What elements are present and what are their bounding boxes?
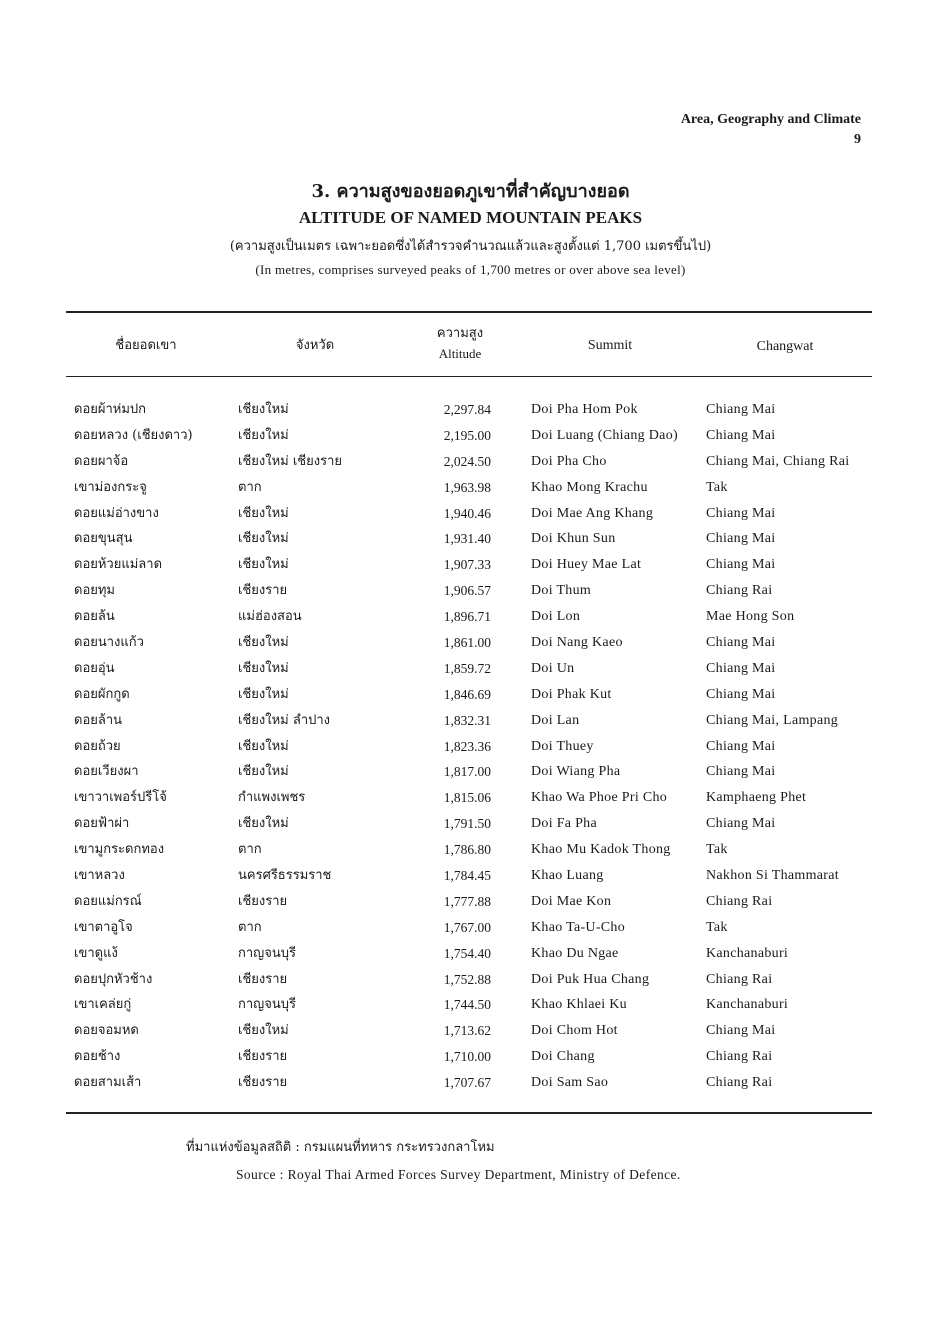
source-thai: ที่มาแห่งข้อมูลสถิติ : กรมแผนที่ทหาร กระทรวงกลาโหม: [186, 1140, 495, 1155]
summit-name: Doi Khun Sun: [531, 531, 616, 547]
table-row: [0, 527, 941, 553]
province-thai: เชียงใหม่ ลำปาง: [238, 712, 331, 728]
province-thai: เชียงราย: [238, 1075, 288, 1091]
summit-name: Doi Mae Ang Khang: [531, 505, 654, 521]
table-header: [0, 322, 941, 372]
title-block: [0, 178, 941, 280]
changwat-name: Chiang Rai: [706, 1049, 773, 1065]
changwat-name: Chiang Rai: [706, 1075, 773, 1091]
peak-name-thai: ดอยฟ้าผ่า: [74, 816, 130, 832]
province-thai: เชียงใหม่ เชียงราย: [238, 453, 342, 469]
summit-name: Khao Khlaei Ku: [531, 997, 627, 1013]
table-title-english: ALTITUDE OF NAMED MOUNTAIN PEAKS: [298, 208, 643, 227]
peak-name-thai: เขาม่องกระจู: [74, 479, 147, 495]
peak-name-thai: ดอยแม่กรณ์: [74, 893, 142, 909]
summit-name: Doi Pha Hom Pok: [531, 402, 638, 417]
peak-name-thai: ดอยจอมหด: [74, 1023, 139, 1039]
changwat-name: Tak: [706, 479, 728, 495]
changwat-name: Chiang Mai: [706, 505, 776, 521]
summit-name: Doi Un: [531, 660, 575, 676]
altitude-value: 1,859.72: [443, 660, 491, 676]
page-number: 9: [854, 132, 861, 147]
table-row: [0, 502, 941, 528]
table-row: [0, 683, 941, 709]
changwat-name: Chiang Mai: [706, 764, 776, 780]
changwat-name: Chiang Rai: [706, 893, 773, 909]
summit-name: Doi Lan: [531, 712, 580, 728]
header-changwat: Changwat: [756, 339, 814, 354]
table-row: [0, 605, 941, 631]
province-thai: ตาก: [238, 479, 262, 495]
altitude-value: 1,906.57: [443, 583, 491, 599]
header-name-thai: ชื่อยอดเขา: [115, 338, 177, 353]
province-thai: เชียงใหม่: [238, 505, 289, 521]
table-row: [0, 760, 941, 786]
header-province-thai: จังหวัด: [295, 338, 335, 353]
altitude-value: 1,907.33: [443, 557, 491, 573]
peak-name-thai: เขาตาอูโจ: [74, 919, 133, 935]
peak-name-thai: ดอยล้าน: [74, 712, 123, 728]
summit-name: Doi Chang: [531, 1049, 595, 1065]
province-thai: เชียงใหม่: [238, 816, 289, 832]
table-row: [0, 657, 941, 683]
province-thai: แม่ฮ่องสอน: [238, 609, 302, 625]
peak-name-thai: ดอยอุ่น: [74, 660, 115, 676]
altitude-value: 1,767.00: [443, 919, 491, 935]
summit-name: Khao Ta-U-Cho: [531, 919, 626, 935]
summit-name: Khao Wa Phoe Pri Cho: [531, 790, 668, 806]
province-thai: เชียงใหม่: [238, 738, 289, 754]
table-row: [0, 942, 941, 968]
peak-name-thai: เขาดูแง้: [74, 945, 118, 961]
table-row: [0, 579, 941, 605]
table-row: [0, 916, 941, 942]
changwat-name: Tak: [706, 919, 728, 935]
altitude-value: 1,931.40: [443, 531, 491, 547]
province-thai: เชียงใหม่: [238, 557, 289, 573]
table-row: [0, 631, 941, 657]
table-row: [0, 553, 941, 579]
header-altitude-english: Altitude: [438, 346, 482, 361]
altitude-value: 1,940.46: [443, 505, 491, 521]
table-row: [0, 993, 941, 1019]
peak-name-thai: ดอยหลวง (เชียงดาว): [74, 427, 193, 443]
altitude-value: 1,846.69: [443, 686, 491, 702]
summit-name: Doi Huey Mae Lat: [531, 557, 642, 573]
province-thai: เชียงใหม่: [238, 1023, 289, 1039]
province-thai: นครศรีธรรมราช: [238, 868, 332, 884]
altitude-value: 1,784.45: [443, 868, 491, 884]
changwat-name: Chiang Mai: [706, 1023, 776, 1039]
table-row: [0, 812, 941, 838]
altitude-value: 2,195.00: [443, 427, 491, 443]
unit-note-english: (In metres, comprises surveyed peaks of 1,700 metres or over above sea level): [255, 262, 686, 277]
changwat-name: Chiang Rai: [706, 583, 773, 599]
summit-name: Doi Thum: [531, 583, 592, 599]
summit-name: Doi Phak Kut: [531, 686, 612, 702]
peak-name-thai: เขาวาเพอร์ปรีโจ้: [74, 790, 167, 806]
peak-name-thai: ดอยห้วยแม่ลาด: [74, 557, 163, 573]
peak-name-thai: ดอยล้น: [74, 609, 115, 625]
changwat-name: Chiang Mai: [706, 402, 776, 417]
changwat-name: Chiang Mai, Chiang Rai: [706, 453, 850, 469]
changwat-name: Chiang Mai: [706, 660, 776, 676]
table-top-rule: [66, 311, 872, 313]
province-thai: ตาก: [238, 919, 262, 935]
altitude-value: 1,832.31: [443, 712, 491, 728]
province-thai: เชียงราย: [238, 893, 288, 909]
source-english: Source : Royal Thai Armed Forces Survey Department, Ministry of Defence.: [236, 1167, 681, 1182]
unit-note-thai: (ความสูงเป็นเมตร เฉพาะยอดซึ่งได้สำรวจคำนวณแล้วและสูงตั้งแต่ 1,700 เมตรขึ้นไป): [229, 239, 712, 254]
table-bottom-rule: [66, 1112, 872, 1114]
table-row: [0, 838, 941, 864]
peak-name-thai: ดอยขุนสุน: [74, 531, 133, 547]
table-row: [0, 1019, 941, 1045]
peak-name-thai: ดอยแม่อ่างขาง: [74, 505, 159, 521]
table-title-thai: 3. ความสูงของยอดภูเขาที่สำคัญบางยอด: [311, 181, 630, 202]
altitude-value: 1,707.67: [443, 1075, 491, 1091]
table-body: [0, 398, 941, 1097]
running-head: [681, 110, 861, 150]
province-thai: เชียงใหม่: [238, 660, 289, 676]
changwat-name: Chiang Mai: [706, 557, 776, 573]
summit-name: Doi Fa Pha: [531, 816, 597, 832]
table-row: [0, 890, 941, 916]
table-row: [0, 450, 941, 476]
peak-name-thai: ดอยผักกูด: [74, 686, 130, 702]
table-row: [0, 1071, 941, 1097]
peak-name-thai: ดอยทุม: [74, 583, 116, 599]
table-row: [0, 398, 941, 424]
header-summit: Summit: [587, 338, 633, 353]
peak-name-thai: ดอยถ้วย: [74, 738, 121, 754]
peak-name-thai: ดอยเวียงผา: [74, 764, 139, 780]
altitude-value: 1,752.88: [443, 971, 491, 987]
summit-name: Doi Thuey: [531, 738, 594, 754]
summit-name: Khao Mong Krachu: [531, 479, 648, 495]
summit-name: Khao Mu Kadok Thong: [531, 842, 671, 858]
altitude-value: 1,777.88: [443, 893, 491, 909]
summit-name: Doi Wiang Pha: [531, 764, 621, 780]
altitude-value: 1,815.06: [443, 790, 491, 806]
table-row: [0, 424, 941, 450]
summit-name: Doi Lon: [531, 609, 581, 625]
province-thai: เชียงใหม่: [238, 764, 289, 780]
peak-name-thai: ดอยช้าง: [74, 1049, 121, 1065]
province-thai: เชียงใหม่: [238, 635, 289, 651]
changwat-name: Chiang Rai: [706, 971, 773, 987]
altitude-value: 1,744.50: [443, 997, 491, 1013]
table-row: [0, 1045, 941, 1071]
province-thai: เชียงใหม่: [238, 427, 289, 443]
summit-name: Doi Puk Hua Chang: [531, 971, 650, 987]
province-thai: เชียงราย: [238, 1049, 288, 1065]
province-thai: เชียงใหม่: [238, 531, 289, 547]
altitude-value: 1,710.00: [443, 1049, 491, 1065]
peak-name-thai: ดอยผ้าห่มปก: [74, 402, 147, 417]
peak-name-thai: เขามูกระดกทอง: [74, 842, 165, 858]
province-thai: เชียงใหม่: [238, 402, 289, 417]
changwat-name: Mae Hong Son: [706, 609, 795, 625]
table-row: [0, 735, 941, 761]
province-thai: เชียงราย: [238, 971, 288, 987]
table-row: [0, 709, 941, 735]
changwat-name: Kanchanaburi: [706, 997, 789, 1013]
province-thai: ตาก: [238, 842, 262, 858]
changwat-name: Chiang Mai: [706, 816, 776, 832]
province-thai: เชียงใหม่: [238, 686, 289, 702]
peak-name-thai: ดอยนางแก้ว: [74, 635, 144, 651]
changwat-name: Kanchanaburi: [706, 945, 789, 961]
altitude-value: 1,861.00: [443, 635, 491, 651]
section-title: Area, Geography and Climate: [680, 112, 861, 127]
summit-name: Khao Du Ngae: [531, 945, 619, 961]
changwat-name: Nakhon Si Thammarat: [706, 868, 839, 884]
changwat-name: Chiang Mai: [706, 531, 776, 547]
province-thai: กาญจนบุรี: [238, 997, 296, 1013]
altitude-value: 1,713.62: [443, 1023, 491, 1039]
changwat-name: Kamphaeng Phet: [706, 790, 807, 806]
peak-name-thai: เขาเคล่ยกู่: [74, 997, 132, 1013]
province-thai: กำแพงเพชร: [238, 790, 306, 806]
summit-name: Doi Luang (Chiang Dao): [531, 427, 678, 443]
province-thai: เชียงราย: [238, 583, 288, 599]
peak-name-thai: ดอยผาจ้อ: [74, 453, 129, 469]
changwat-name: Chiang Mai: [706, 427, 776, 443]
altitude-value: 2,297.84: [443, 402, 491, 417]
province-thai: กาญจนบุรี: [238, 945, 296, 961]
altitude-value: 1,754.40: [443, 945, 491, 961]
altitude-value: 1,791.50: [443, 816, 491, 832]
changwat-name: Tak: [706, 842, 728, 858]
summit-name: Doi Pha Cho: [531, 453, 607, 469]
summit-name: Doi Mae Kon: [531, 893, 612, 909]
table-row: [0, 786, 941, 812]
header-altitude: [405, 324, 515, 364]
table-header-rule: [66, 376, 872, 377]
table-row: [0, 968, 941, 994]
altitude-value: 1,786.80: [443, 842, 491, 858]
altitude-value: 2,024.50: [443, 453, 491, 469]
table-row: [0, 476, 941, 502]
peak-name-thai: ดอยสามเส้า: [74, 1075, 142, 1091]
summit-name: Doi Chom Hot: [531, 1023, 618, 1039]
changwat-name: Chiang Mai, Lampang: [706, 712, 839, 728]
summit-name: Doi Sam Sao: [531, 1075, 609, 1091]
peak-name-thai: เขาหลวง: [74, 868, 125, 884]
altitude-value: 1,817.00: [443, 764, 491, 780]
altitude-value: 1,896.71: [443, 609, 491, 625]
peak-name-thai: ดอยปุกหัวช้าง: [74, 971, 153, 987]
header-altitude-thai: ความสูง: [436, 326, 484, 341]
changwat-name: Chiang Mai: [706, 686, 776, 702]
altitude-value: 1,963.98: [443, 479, 491, 495]
altitude-value: 1,823.36: [443, 738, 491, 754]
table-row: [0, 864, 941, 890]
changwat-name: Chiang Mai: [706, 738, 776, 754]
summit-name: Doi Nang Kaeo: [531, 635, 623, 651]
changwat-name: Chiang Mai: [706, 635, 776, 651]
summit-name: Khao Luang: [531, 868, 604, 884]
